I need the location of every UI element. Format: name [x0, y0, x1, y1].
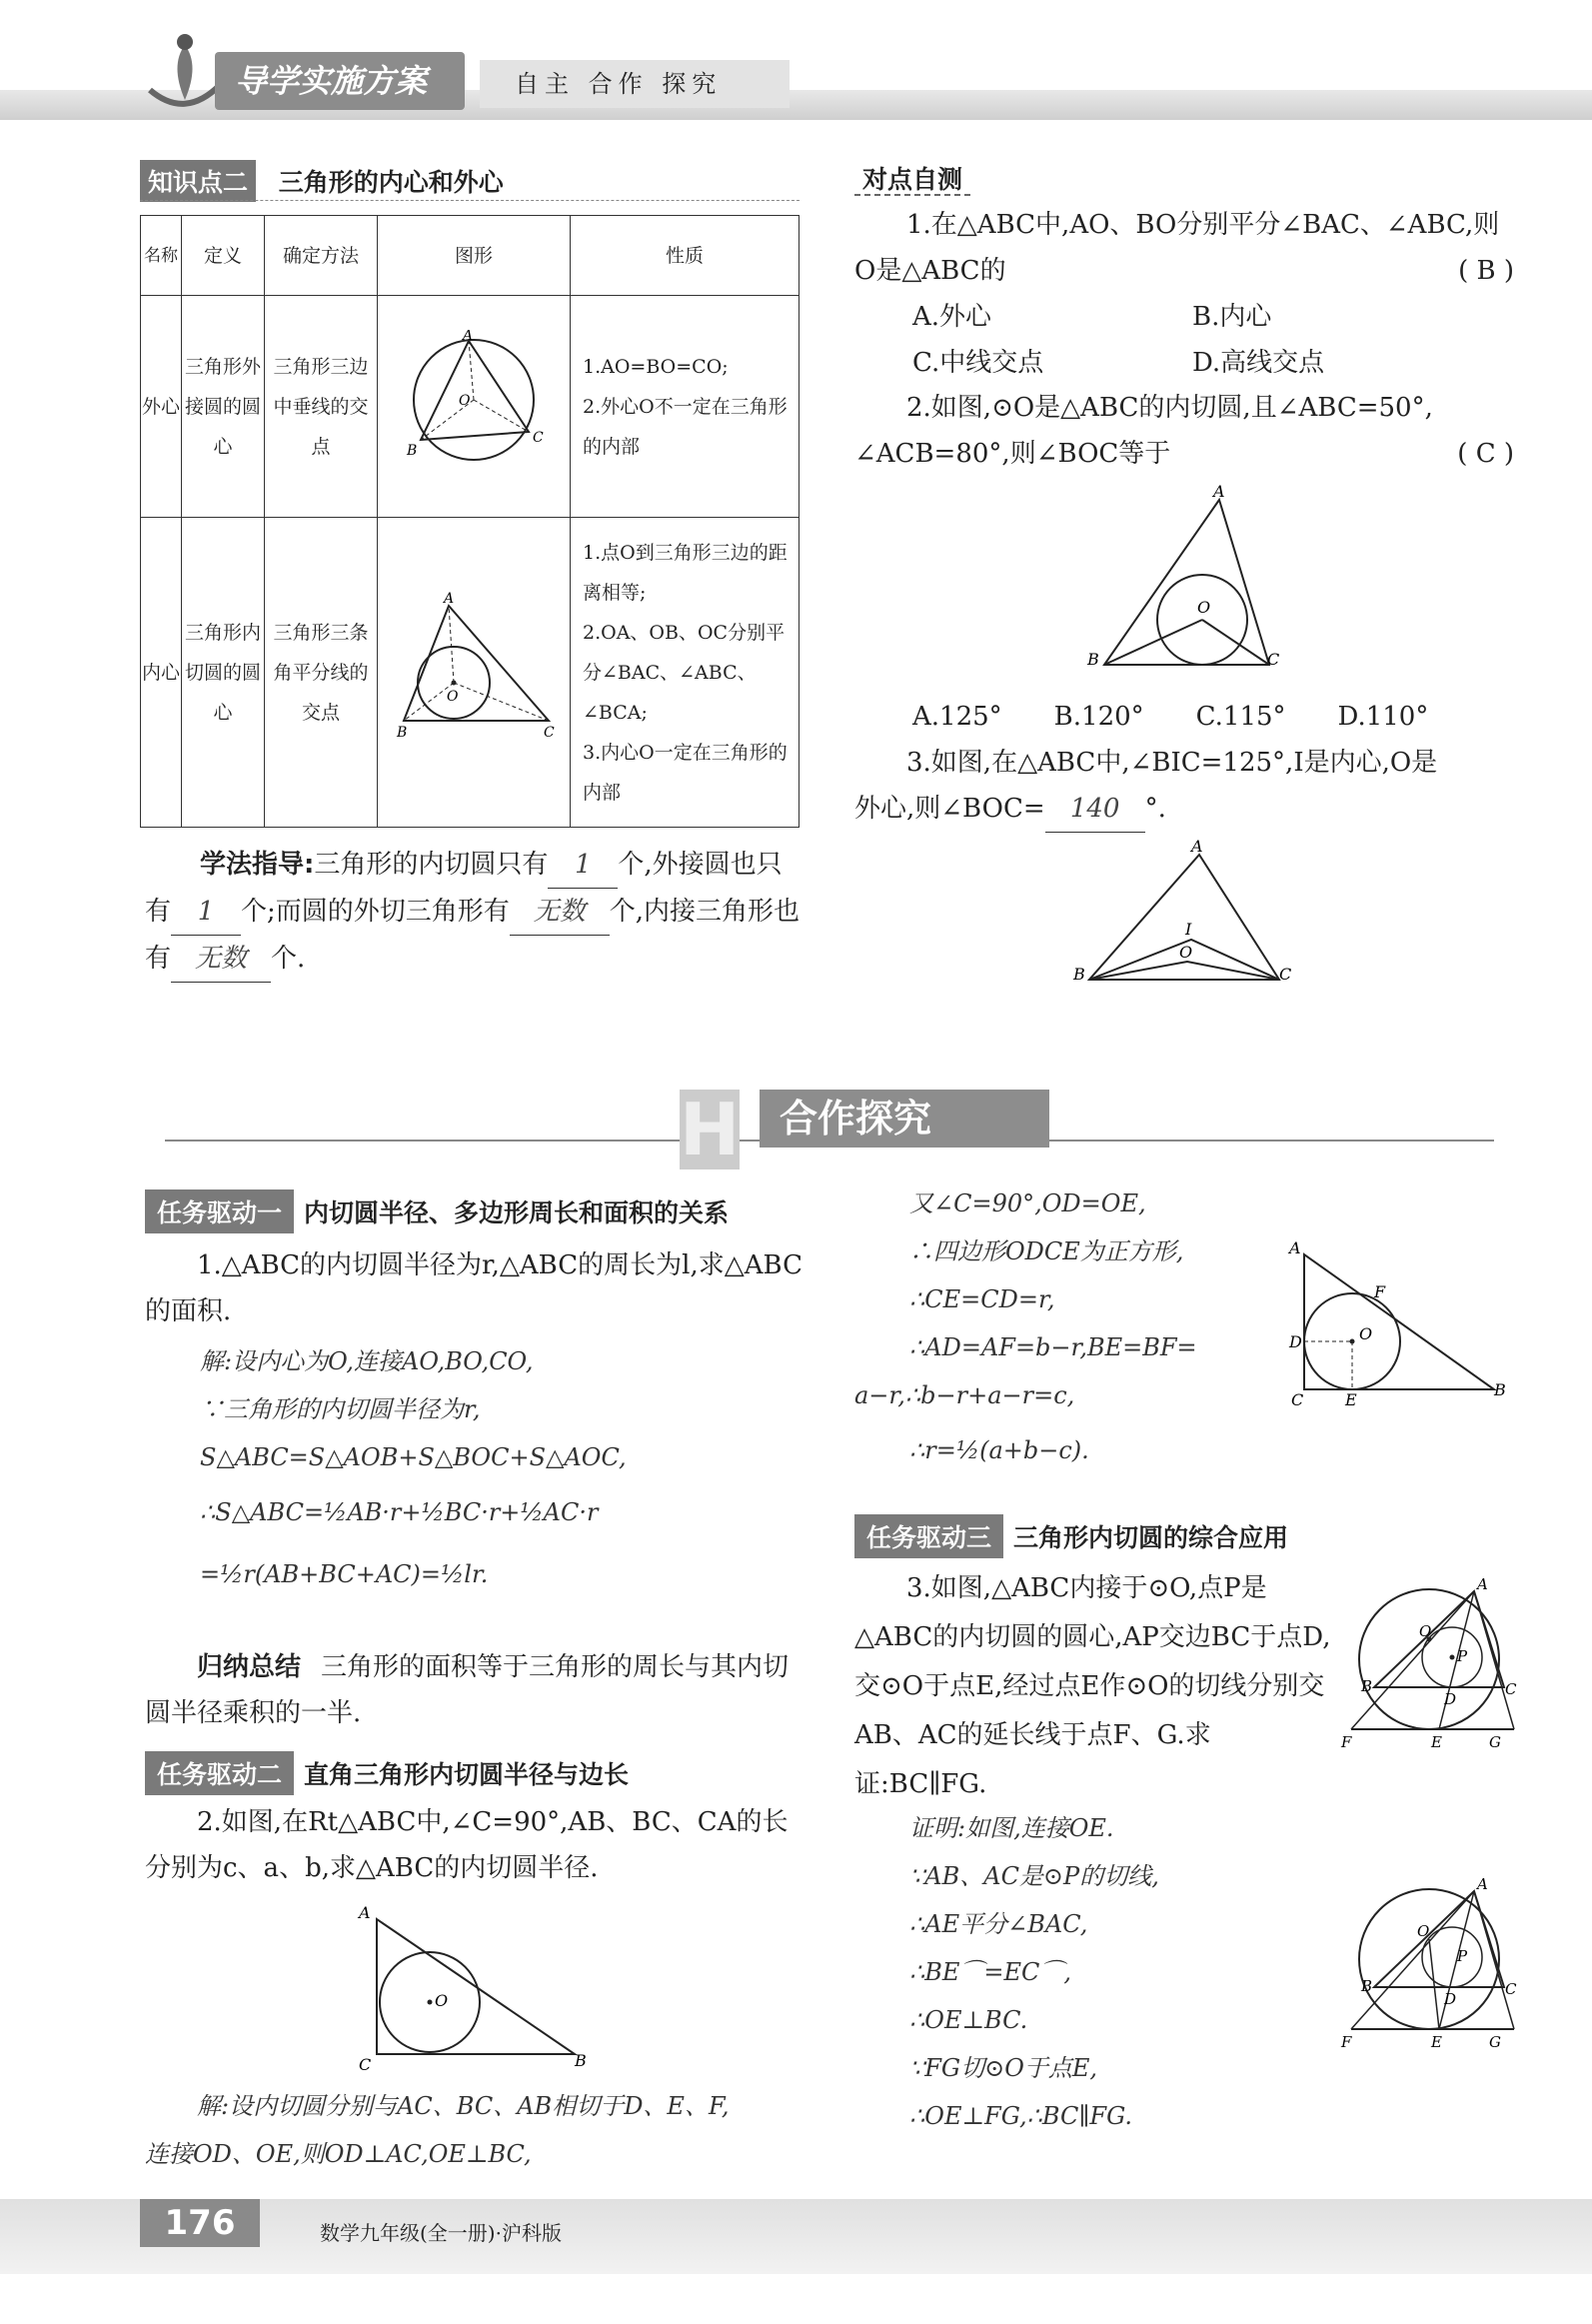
svg-text:B: B — [407, 442, 418, 459]
banner-h-icon: H — [680, 1088, 741, 1171]
selftest-title: 对点自测 — [854, 165, 970, 196]
svg-text:O: O — [1417, 1922, 1430, 1940]
task2-title: 直角三角形内切圆半径与边长 — [304, 1760, 630, 1789]
coop-title: 合作探究 — [760, 1090, 1049, 1148]
proof-line: ∴BE⌒=EC⌒, — [909, 1958, 1072, 1986]
prop: 2.OA、OB、OC分别平分∠BAC、∠ABC、∠BCA; — [583, 621, 786, 724]
sol-line: ∴四边形ODCE为正方形, — [909, 1237, 1184, 1265]
row1-name: 外心 — [141, 296, 182, 518]
selftest-heading — [854, 160, 970, 196]
svg-text:P: P — [1457, 1947, 1468, 1965]
svg-text:O: O — [1179, 943, 1193, 962]
svg-text:F: F — [1341, 2033, 1352, 2049]
prop: 1.点O到三角形三边的距离相等; — [583, 541, 788, 604]
q2-stem1: 2.如图,⊙O是△ABC的内切圆,且∠ABC=50°, — [906, 393, 1433, 423]
divider — [140, 200, 799, 201]
header-title: 导学实施方案 — [215, 52, 465, 110]
task3-heading — [854, 1514, 1288, 1558]
sol-line: 连接OD、OE,则OD⊥AC,OE⊥BC, — [145, 2140, 532, 2168]
task2-heading — [145, 1751, 629, 1795]
svg-text:O: O — [447, 688, 459, 705]
svg-text:E: E — [1431, 2033, 1442, 2049]
task1-title: 内切圆半径、多边形周长和面积的关系 — [304, 1198, 730, 1227]
svg-text:D: D — [1444, 1990, 1457, 2008]
blank: 无数 — [510, 889, 610, 936]
guide-text: 个. — [271, 944, 306, 974]
option: B.内心 — [1192, 302, 1272, 332]
row2-def: 三角形内切圆的圆心 — [182, 518, 265, 828]
sol-line: ∴CE=CD=r, — [909, 1285, 1055, 1313]
row2-props — [571, 518, 799, 828]
svg-text:I: I — [1185, 920, 1192, 939]
row1-def: 三角形外接圆的圆心 — [182, 296, 265, 518]
svg-text:A: A — [463, 329, 474, 344]
th-props: 性质 — [571, 216, 799, 296]
svg-text:F: F — [1341, 1733, 1352, 1749]
option: C.115° — [1195, 702, 1286, 732]
q3-stem2: 外心,则∠BOC= 140 °. — [854, 786, 1514, 833]
option: B.120° — [1053, 702, 1144, 732]
prop: 2.外心O不一定在三角形的内部 — [583, 395, 788, 458]
row1-method: 三角形三边中垂线的交点 — [265, 296, 378, 518]
svg-text:C: C — [1505, 1980, 1517, 1998]
summary-text: 三角形的面积等于三角形的周长与其内切圆半径乘积的一半. — [145, 1652, 790, 1728]
footer-book: 数学九年级(全一册)·沪科版 — [320, 2221, 562, 2245]
q3 — [854, 740, 1514, 833]
svg-text:C: C — [1505, 1680, 1517, 1698]
guide-text: 三角形的内切圆只有 — [314, 850, 549, 880]
row1-props — [571, 296, 799, 518]
svg-text:O: O — [1197, 598, 1211, 617]
svg-text:B: B — [1073, 965, 1085, 984]
q3-figure — [1069, 840, 1299, 990]
svg-text:B: B — [1361, 1977, 1373, 1995]
page-number: 176 — [140, 2199, 260, 2247]
svg-text:C: C — [533, 429, 544, 446]
kp-heading — [140, 160, 504, 202]
svg-text:A: A — [1477, 1875, 1488, 1893]
q2-options — [912, 694, 1512, 740]
sol-line: ∵三角形的内切圆半径为r, — [200, 1395, 481, 1423]
proof-line: ∵AB、AC是⊙P的切线, — [909, 1862, 1159, 1890]
svg-text:C: C — [359, 2055, 372, 2074]
row1-figure — [378, 296, 571, 518]
task2-tag: 任务驱动二 — [145, 1751, 294, 1795]
svg-text:A: A — [359, 1904, 371, 1922]
svg-text:A: A — [1191, 840, 1203, 856]
svg-text:O: O — [459, 392, 471, 409]
task3-question: 3.如图,△ABC内接于⊙O,点P是△ABC的内切圆的圆心,AP交边BC于点D,交⊙O于点E,经过点E作⊙O的切线分别交AB、AC的延长线于点F、G.求证:BC∥FG. — [854, 1573, 1331, 1799]
th-method: 确定方法 — [265, 216, 378, 296]
blank: 1 — [548, 842, 618, 889]
th-name: 名称 — [141, 216, 182, 296]
header-subtitle: 自主 合作 探究 — [480, 60, 790, 108]
q1 — [854, 202, 1514, 386]
kp-label: 知识点二 — [140, 160, 256, 202]
prop: 3.内心O一定在三角形的内部 — [583, 741, 788, 804]
proof-line: 证明:如图,连接OE. — [909, 1814, 1114, 1842]
svg-text:A: A — [1289, 1239, 1301, 1257]
summary-label: 归纳总结 — [197, 1652, 302, 1682]
task2-solution-cont2 — [854, 1371, 1254, 1481]
task2-figure — [355, 1904, 595, 2074]
q2-figure — [1079, 485, 1279, 675]
sol-line: 解:设内心为O,连接AO,BO,CO, — [200, 1347, 534, 1375]
option: C.中线交点 — [912, 348, 1044, 378]
svg-text:B: B — [1087, 650, 1099, 669]
svg-text:B: B — [1494, 1380, 1506, 1399]
svg-text:C: C — [544, 724, 555, 741]
svg-text:C: C — [1267, 650, 1279, 669]
sol-line: 又∠C=90°,OD=OE, — [909, 1189, 1146, 1217]
task2-solution-cont — [909, 1179, 1289, 1371]
sol-line: ∴AD=AF=b−r,BE=BF= — [909, 1333, 1197, 1361]
svg-text:B: B — [575, 2051, 587, 2070]
proof-line: ∴OE⊥BC. — [909, 2006, 1028, 2034]
svg-text:C: C — [1279, 965, 1292, 984]
sol-line: =½r(AB+BC+AC)=½lr. — [200, 1560, 489, 1588]
svg-text:E: E — [1431, 1733, 1442, 1749]
sol-line: S△ABC=S△AOB+S△BOC+S△AOC, — [200, 1443, 627, 1471]
task2-question: 2.如图,在Rt△ABC中,∠C=90°,AB、BC、CA的长分别为c、a、b,求△ABC的内切圆半径. — [145, 1807, 789, 1883]
circumcircle-figure — [399, 330, 549, 470]
q2-stem2: ∠ACB=80°,则∠BOC等于 ( C ) — [854, 431, 1514, 477]
sol-line: ∴r=½(a+b−c). — [909, 1436, 1089, 1464]
blank: 1 — [171, 889, 241, 936]
task3-figure — [1339, 1569, 1519, 1749]
svg-text:D: D — [1289, 1332, 1302, 1351]
guide-text: 个;而圆的外切三角形有 — [241, 897, 510, 927]
svg-text:A: A — [1213, 485, 1225, 501]
svg-text:G: G — [1489, 2033, 1501, 2049]
svg-text:G: G — [1489, 1733, 1501, 1749]
svg-text:A: A — [444, 590, 455, 607]
knowledge-table — [140, 215, 799, 828]
svg-text:B: B — [397, 724, 408, 741]
kp-title: 三角形的内心和外心 — [278, 168, 504, 197]
proof-line: ∵FG切⊙O于点E, — [909, 2054, 1098, 2082]
row2-figure — [378, 518, 571, 828]
svg-text:C: C — [1291, 1390, 1304, 1409]
incircle-figure — [389, 591, 559, 741]
prop: 1.AO=BO=CO; — [583, 355, 729, 378]
q3-stem1: 3.如图,在△ABC中,∠BIC=125°,I是内心,O是 — [906, 748, 1438, 778]
svg-text:A: A — [1477, 1575, 1488, 1593]
row2-method: 三角形三条角平分线的交点 — [265, 518, 378, 828]
q1-stem: 1.在△ABC中,AO、BO分别平分∠BAC、∠ABC,则O是△ABC的 ( B ) — [854, 202, 1514, 294]
q1-options — [854, 294, 1514, 386]
task1-tag: 任务驱动一 — [145, 1189, 294, 1233]
task3-figure-2 — [1339, 1869, 1519, 2049]
svg-text:B: B — [1361, 1677, 1373, 1695]
task1-summary — [145, 1644, 804, 1736]
option: D.高线交点 — [1192, 348, 1325, 378]
q2 — [854, 385, 1514, 477]
guide-text: 个,外接圆也只有 — [145, 850, 783, 927]
task2-solution — [145, 2082, 804, 2178]
guide-text: 个,内接三角形也有 — [145, 897, 800, 974]
svg-text:O: O — [1419, 1622, 1432, 1640]
option: D.110° — [1337, 702, 1429, 732]
q2-answer: ( C ) — [1457, 439, 1514, 469]
task2-figure-right — [1279, 1239, 1509, 1409]
row2-name: 内心 — [141, 518, 182, 828]
task3-proof — [909, 1804, 1329, 2140]
svg-text:E: E — [1345, 1390, 1357, 1409]
task3-tag: 任务驱动三 — [854, 1514, 1003, 1558]
task1-question: 1.△ABC的内切圆半径为r,△ABC的周长为l,求△ABC的面积. — [145, 1250, 802, 1326]
proof-line: ∴AE平分∠BAC, — [909, 1910, 1088, 1938]
q1-answer: ( B ) — [1458, 256, 1514, 286]
sol-line: a−r,∴b−r+a−r=c, — [854, 1381, 1075, 1409]
sol-line: ∴S△ABC=½AB·r+½BC·r+½AC·r — [200, 1498, 599, 1526]
guide-label: 学法指导: — [200, 850, 315, 880]
option: A.外心 — [912, 302, 992, 332]
task3-title: 三角形内切圆的综合应用 — [1013, 1523, 1289, 1552]
th-def: 定义 — [182, 216, 265, 296]
proof-line: ∴OE⊥FG,∴BC∥FG. — [909, 2102, 1133, 2130]
th-figure: 图形 — [378, 216, 571, 296]
blank: 无数 — [171, 936, 271, 983]
q3-blank: 140 — [1045, 786, 1145, 833]
option: A.125° — [912, 702, 1002, 732]
task1-heading — [145, 1189, 729, 1233]
svg-text:P: P — [1457, 1647, 1468, 1665]
study-guide — [145, 842, 804, 983]
svg-text:O: O — [1359, 1324, 1373, 1343]
svg-text:D: D — [1444, 1690, 1457, 1708]
svg-text:O: O — [435, 1991, 449, 2010]
task1-solution — [200, 1337, 799, 1605]
svg-text:F: F — [1374, 1282, 1386, 1301]
sol-line: 解:设内切圆分别与AC、BC、AB相切于D、E、F, — [197, 2092, 730, 2120]
